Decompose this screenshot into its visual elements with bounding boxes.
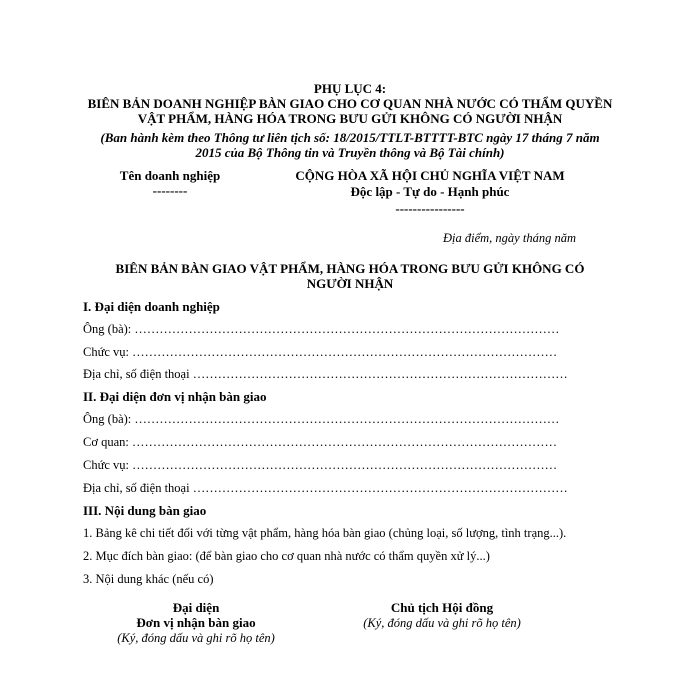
section2-field-agency: Cơ quan: …………………………………………………………………………………………	[83, 435, 557, 449]
section2-heading: II. Đại diện đơn vị nhận bàn giao	[83, 389, 267, 404]
section2-field-name: Ông (bà): …………………………………………………………………………………………	[83, 412, 560, 426]
signature-right-note: (Ký, đóng dấu và ghi rõ họ tên)	[363, 616, 521, 630]
signature-right-title: Chủ tịch Hội đồng	[390, 600, 494, 615]
header-title-line2: VẬT PHẨM, HÀNG HÓA TRONG BƯU GỬI KHÔNG CÓ NGƯỜI NHẬN	[137, 111, 563, 126]
section3-heading: III. Nội dung bàn giao	[83, 503, 207, 518]
section1-field-name: Ông (bà): …………………………………………………………………………………………	[83, 322, 560, 336]
section3-item-1: 1. Bảng kê chi tiết đối với từng vật phẩm, hàng hóa bàn giao (chủng loại, số lượng, tình trạng...).	[83, 526, 567, 540]
place-date: Địa điểm, ngày tháng năm	[443, 231, 576, 245]
company-dashes: --------	[152, 183, 188, 198]
motto-dashes: ----------------	[395, 201, 465, 216]
section1-heading: I. Đại diện doanh nghiệp	[83, 299, 220, 314]
signature-left-unit: Đơn vị nhận bàn giao	[136, 615, 256, 630]
main-title-line2: NGƯỜI NHẬN	[306, 276, 394, 291]
national-motto: Độc lập - Tự do - Hạnh phúc	[350, 184, 510, 199]
section3-item-3: 3. Nội dung khác (nếu có)	[83, 572, 214, 586]
main-title-line1: BIÊN BẢN BÀN GIAO VẬT PHẨM, HÀNG HÓA TRONG BƯU GỬI KHÔNG CÓ	[115, 261, 585, 276]
nation-title: CỘNG HÒA XÃ HỘI CHỦ NGHĨA VIỆT NAM	[295, 168, 565, 183]
header-note-line2: 2015 của Bộ Thông tin và Truyền thông và Bộ Tài chính)	[195, 145, 505, 160]
appendix-label: PHỤ LỤC 4:	[313, 81, 387, 96]
section1-field-address: Địa chỉ, số điện thoại ………………………………………………………………………………	[83, 367, 568, 381]
section2-field-address: Địa chỉ, số điện thoại ………………………………………………………………………………	[83, 481, 568, 495]
company-name-label: Tên doanh nghiệp	[119, 168, 221, 183]
signature-left-note: (Ký, đóng dấu và ghi rõ họ tên)	[117, 631, 275, 645]
header-title-line1: BIÊN BẢN DOANH NGHIỆP BÀN GIAO CHO CƠ QUAN NHÀ NƯỚC CÓ THẨM QUYỀN	[87, 96, 613, 111]
signature-left-title: Đại diện	[172, 600, 220, 615]
section2-field-position: Chức vụ: …………………………………………………………………………………………	[83, 458, 558, 472]
header-note-line1: (Ban hành kèm theo Thông tư liên tịch số: 18/2015/TTLT-BTTTT-BTC ngày 17 tháng 7 năm	[100, 130, 600, 145]
section3-item-2: 2. Mục đích bàn giao: (để bàn giao cho cơ quan nhà nước có thẩm quyền xử lý...)	[83, 549, 490, 563]
section1-field-position: Chức vụ: …………………………………………………………………………………………	[83, 345, 558, 359]
